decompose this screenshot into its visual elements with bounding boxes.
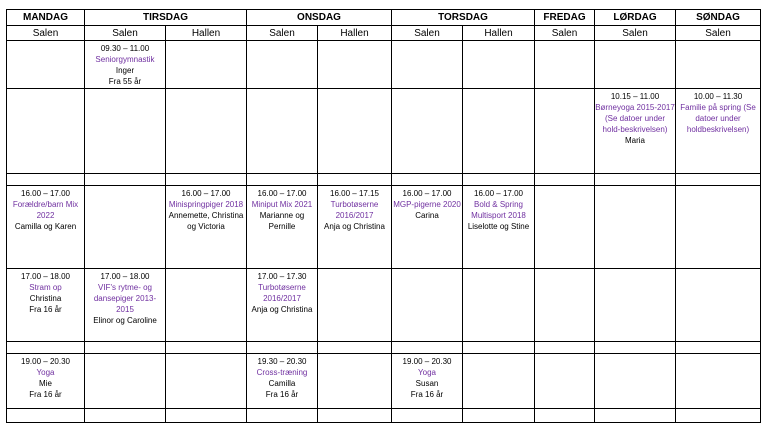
empty-cell	[318, 174, 392, 186]
class-time: 19.00 – 20.30	[402, 357, 452, 366]
venue-header: Salen	[676, 26, 761, 41]
empty-cell	[535, 269, 595, 342]
class-instructor: Fra 55 år	[108, 77, 142, 86]
empty-cell	[535, 354, 595, 409]
class-instructor: Elinor og Caroline	[93, 316, 157, 325]
empty-cell	[247, 409, 318, 423]
empty-cell	[463, 89, 535, 174]
class-instructor: Fra 16 år	[29, 390, 62, 399]
empty-cell	[676, 269, 761, 342]
venue-header: Salen	[392, 26, 463, 41]
empty-cell	[392, 89, 463, 174]
class-cell	[7, 269, 85, 342]
empty-cell	[392, 409, 463, 423]
empty-cell	[595, 174, 676, 186]
class-cell	[85, 41, 166, 89]
class-entry	[676, 89, 760, 135]
class-entry	[7, 269, 84, 315]
class-cell	[247, 354, 318, 409]
empty-cell	[463, 269, 535, 342]
empty-cell	[85, 186, 166, 269]
class-instructor: Anja og Christina	[251, 305, 313, 314]
class-instructor: Camilla og Karen	[14, 222, 77, 231]
class-time: 19.00 – 20.30	[21, 357, 70, 366]
empty-cell	[7, 89, 85, 174]
class-time: 16.00 – 17.00	[257, 189, 307, 198]
venue-header-row	[7, 26, 761, 41]
empty-cell	[392, 342, 463, 354]
class-instructor: Anja og Christina	[324, 222, 385, 231]
venue-header: Hallen	[318, 26, 392, 41]
class-time: 16.00 – 17.00	[402, 189, 452, 198]
empty-cell	[676, 41, 761, 89]
class-name: Cross-træning	[256, 368, 308, 377]
empty-cell	[676, 354, 761, 409]
empty-cell	[392, 269, 463, 342]
class-time: 17.00 – 17.30	[257, 272, 307, 281]
class-instructor: Liselotte og Stine	[467, 222, 530, 231]
class-entry	[392, 354, 462, 400]
class-name: Seniorgymnastik	[95, 55, 155, 64]
class-time: 10.15 – 11.00	[610, 92, 660, 101]
class-name: VIF's rytme- og dansepiger 2013-2015	[93, 283, 157, 314]
empty-cell	[392, 174, 463, 186]
class-time: 10.00 – 11.30	[693, 92, 743, 101]
class-instructor: Mie	[39, 379, 52, 388]
class-entry	[85, 41, 165, 87]
class-name: MGP-pigerne 2020	[393, 200, 461, 209]
class-name: Miniput Mix 2021	[251, 200, 313, 209]
empty-cell	[463, 354, 535, 409]
empty-cell	[595, 269, 676, 342]
class-time: 17.00 – 18.00	[100, 272, 150, 281]
schedule-row	[7, 269, 761, 342]
venue-header: Salen	[247, 26, 318, 41]
schedule-row	[7, 174, 761, 186]
empty-cell	[7, 174, 85, 186]
empty-cell	[595, 354, 676, 409]
class-cell	[166, 186, 247, 269]
schedule-row	[7, 41, 761, 89]
schedule-table	[6, 9, 761, 423]
day-header-row	[7, 10, 761, 26]
class-instructor: Carina	[415, 211, 439, 220]
class-time: 16.00 – 17.00	[181, 189, 231, 198]
empty-cell	[166, 409, 247, 423]
class-instructor: Fra 16 år	[265, 390, 299, 399]
empty-cell	[318, 409, 392, 423]
day-header-onsdag: ONSDAG	[247, 10, 392, 26]
empty-cell	[676, 342, 761, 354]
class-name: Minispringpiger 2018	[168, 200, 244, 209]
venue-header: Hallen	[463, 26, 535, 41]
class-instructor: Inger	[115, 66, 135, 75]
empty-cell	[7, 41, 85, 89]
empty-cell	[166, 342, 247, 354]
class-cell	[595, 89, 676, 174]
empty-cell	[595, 41, 676, 89]
schedule-row	[7, 354, 761, 409]
class-instructor: Fra 16 år	[410, 390, 444, 399]
class-instructor: Camilla	[268, 379, 296, 388]
empty-cell	[535, 174, 595, 186]
class-cell	[676, 89, 761, 174]
empty-cell	[85, 342, 166, 354]
venue-header: Hallen	[166, 26, 247, 41]
empty-cell	[318, 89, 392, 174]
empty-cell	[166, 269, 247, 342]
class-name: Forældre/barn Mix 2022	[12, 200, 79, 220]
empty-cell	[535, 89, 595, 174]
empty-cell	[7, 342, 85, 354]
empty-cell	[166, 41, 247, 89]
class-time: 16.00 – 17.00	[474, 189, 523, 198]
empty-cell	[676, 186, 761, 269]
empty-cell	[535, 409, 595, 423]
empty-cell	[85, 89, 166, 174]
empty-cell	[392, 41, 463, 89]
class-instructor: Maria	[625, 136, 646, 145]
empty-cell	[318, 269, 392, 342]
class-entry	[247, 269, 317, 315]
empty-cell	[676, 174, 761, 186]
empty-cell	[463, 41, 535, 89]
class-name: Yoga	[36, 368, 55, 377]
class-cell	[318, 186, 392, 269]
class-time: 16.00 – 17.00	[21, 189, 70, 198]
class-cell	[7, 186, 85, 269]
empty-cell	[535, 41, 595, 89]
empty-cell	[247, 41, 318, 89]
schedule-body	[7, 41, 761, 423]
class-name: Yoga	[418, 368, 436, 377]
empty-cell	[166, 354, 247, 409]
class-cell	[247, 186, 318, 269]
empty-cell	[318, 41, 392, 89]
empty-cell	[595, 342, 676, 354]
empty-cell	[247, 342, 318, 354]
empty-cell	[676, 409, 761, 423]
empty-cell	[318, 342, 392, 354]
class-cell	[7, 354, 85, 409]
venue-header: Salen	[7, 26, 85, 41]
empty-cell	[85, 409, 166, 423]
class-entry	[392, 186, 462, 221]
venue-header: Salen	[595, 26, 676, 41]
class-instructor: Christina	[29, 294, 62, 303]
class-entry	[595, 89, 675, 146]
class-entry	[463, 186, 534, 232]
class-cell	[392, 186, 463, 269]
empty-cell	[463, 342, 535, 354]
empty-cell	[595, 186, 676, 269]
day-header-mandag: MANDAG	[7, 10, 85, 26]
day-header-tirsdag: TIRSDAG	[85, 10, 247, 26]
class-entry	[7, 354, 84, 400]
empty-cell	[85, 174, 166, 186]
class-time: 17.00 – 18.00	[21, 272, 70, 281]
class-name: Familie på spring (Se datoer under holdbeskrivelsen)	[680, 103, 756, 134]
class-entry	[166, 186, 246, 232]
empty-cell	[463, 174, 535, 186]
class-name: Bold & Spring Multisport 2018	[471, 200, 526, 220]
empty-cell	[535, 186, 595, 269]
day-header-sondag: SØNDAG	[676, 10, 761, 26]
empty-cell	[535, 342, 595, 354]
empty-cell	[595, 409, 676, 423]
empty-cell	[7, 409, 85, 423]
empty-cell	[247, 89, 318, 174]
schedule-row	[7, 342, 761, 354]
empty-cell	[318, 354, 392, 409]
schedule-row	[7, 186, 761, 269]
class-entry	[85, 269, 165, 326]
class-time: 09.30 – 11.00	[100, 44, 150, 53]
venue-header: Salen	[535, 26, 595, 41]
class-name: Turbotøserne 2016/2017	[330, 200, 379, 220]
class-cell	[392, 354, 463, 409]
venue-header: Salen	[85, 26, 166, 41]
day-header-lordag: LØRDAG	[595, 10, 676, 26]
class-instructor: Marianne og Pernille	[259, 211, 305, 231]
empty-cell	[85, 354, 166, 409]
class-entry	[318, 186, 391, 232]
empty-cell	[463, 409, 535, 423]
empty-cell	[166, 174, 247, 186]
class-instructor: Susan	[415, 379, 439, 388]
schedule-row	[7, 89, 761, 174]
class-entry	[247, 186, 317, 232]
class-time: 16.00 – 17.15	[330, 189, 379, 198]
class-name: Turbotøserne 2016/2017	[258, 283, 306, 303]
empty-cell	[247, 174, 318, 186]
class-name: Stram op	[29, 283, 62, 292]
empty-cell	[166, 89, 247, 174]
class-cell	[463, 186, 535, 269]
class-entry	[247, 354, 317, 400]
schedule-row	[7, 409, 761, 423]
day-header-fredag: FREDAG	[535, 10, 595, 26]
class-cell	[85, 269, 166, 342]
class-entry	[7, 186, 84, 232]
class-cell	[247, 269, 318, 342]
class-name: Børneyoga 2015-2017 (Se datoer under hold-beskrivelsen)	[595, 103, 675, 134]
class-instructor: Annemette, Christina og Victoria	[168, 211, 244, 231]
class-instructor: Fra 16 år	[29, 305, 62, 314]
day-header-torsdag: TORSDAG	[392, 10, 535, 26]
class-time: 19.30 – 20.30	[257, 357, 307, 366]
